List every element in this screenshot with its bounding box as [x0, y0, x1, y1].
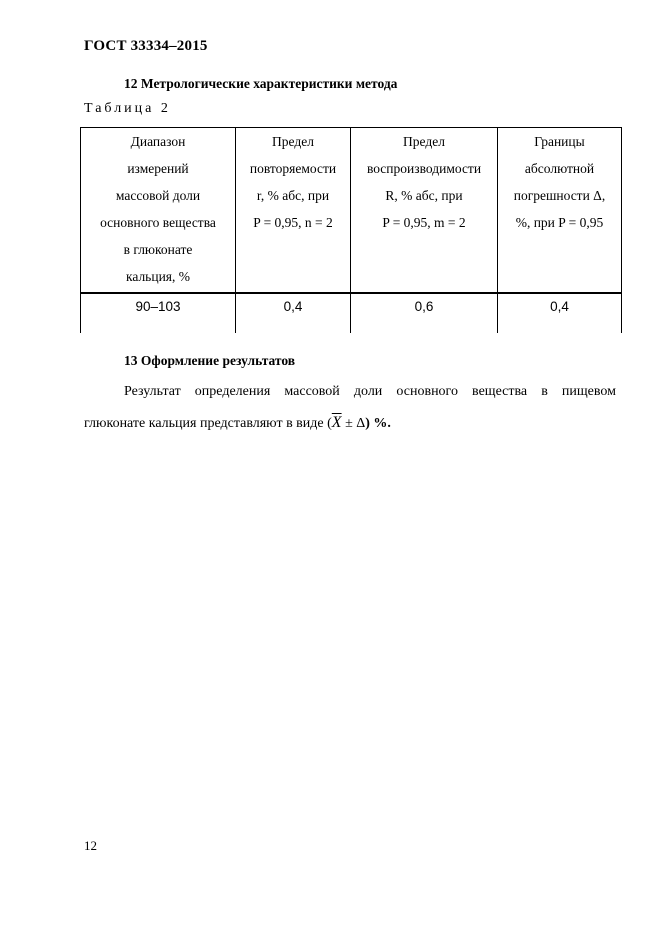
paragraph-line	[84, 407, 616, 439]
header-line: воспроизводимости	[366, 161, 482, 176]
formula-mean-symbol: $\overline{X}$	[331, 414, 342, 431]
header-cell-error-bounds	[498, 128, 622, 294]
header-line: кальция, %	[125, 269, 190, 284]
cell-repeatability-value: 0,4	[236, 293, 351, 333]
header-line: повторяемости	[249, 161, 337, 176]
header-cell-reproducibility	[351, 128, 498, 294]
page-number: 12	[84, 838, 97, 853]
header-line: массовой доли	[115, 188, 201, 203]
table-caption: Таблица 2	[84, 101, 171, 116]
cell-error-value: 0,4	[498, 293, 622, 333]
table-header-row	[81, 128, 622, 294]
header-line: в глюконате	[123, 242, 193, 257]
header-line: Предел	[403, 134, 445, 149]
header-line: Границы	[534, 134, 585, 149]
result-paragraph	[84, 376, 616, 439]
formula-plus-minus: ± Δ	[341, 416, 366, 431]
header-cell-repeatability	[236, 128, 351, 294]
paragraph-text: глюконате кальция представляют в виде (	[84, 416, 332, 431]
header-line: R, % абс, при	[385, 188, 463, 203]
section-13-heading: 13 Оформление результатов	[124, 353, 296, 368]
header-line: %, при P = 0,95	[515, 215, 604, 230]
header-line: основного вещества	[100, 215, 216, 230]
header-line: абсолютной	[524, 161, 595, 176]
header-line: погрешности Δ,	[513, 188, 606, 203]
header-line: измерений	[127, 161, 189, 176]
paragraph-line: Результат определения массовой доли основного вещества в пищевом	[124, 384, 616, 399]
header-line: Предел	[272, 134, 314, 149]
formula-close: ) %.	[365, 416, 391, 431]
document-code: ГОСТ 33334–2015	[84, 38, 208, 54]
header-line: Диапазон	[130, 134, 186, 149]
header-line: P = 0,95, n = 2	[253, 215, 333, 230]
cell-range-value: 90–103	[81, 293, 236, 333]
header-cell-range	[81, 128, 236, 294]
header-line: P = 0,95, m = 2	[382, 215, 466, 230]
section-12-heading: 12 Метрологические характеристики метода	[124, 76, 398, 91]
cell-reproducibility-value: 0,6	[351, 293, 498, 333]
metrology-table	[80, 127, 622, 333]
header-line: r, % абс, при	[256, 188, 330, 203]
table-row	[81, 293, 622, 333]
